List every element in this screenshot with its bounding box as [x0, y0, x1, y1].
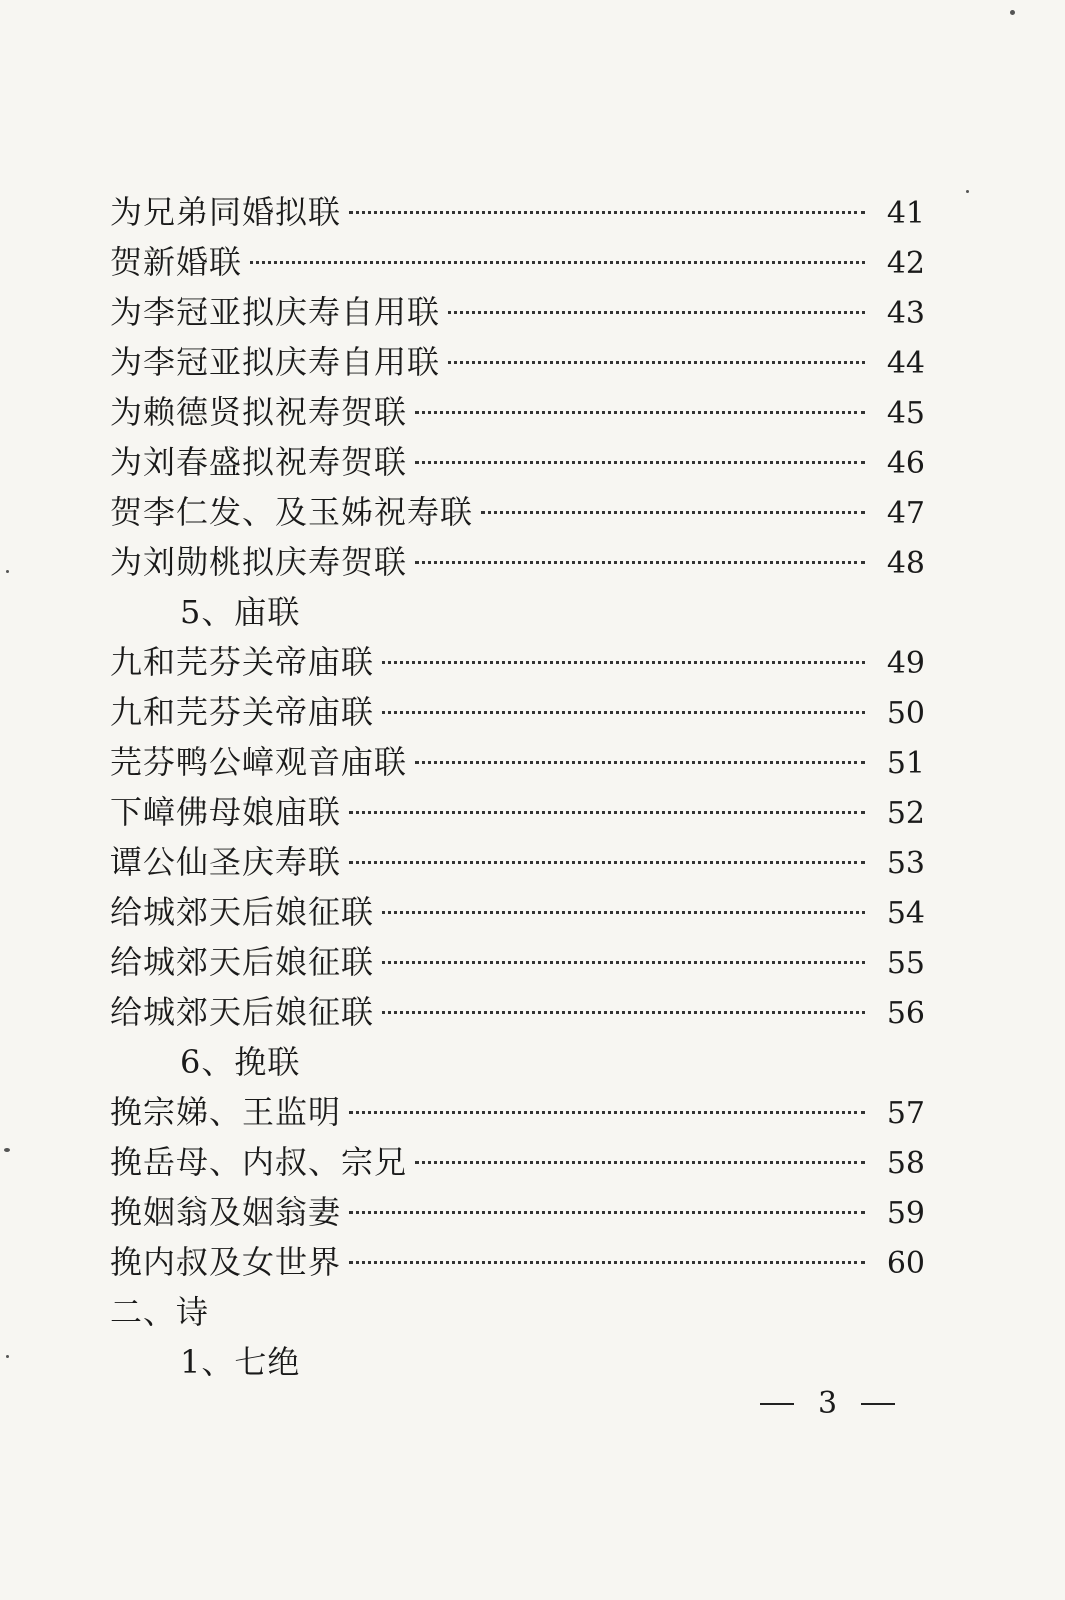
scan-speck — [6, 1355, 9, 1358]
toc-entry — [110, 837, 925, 887]
dot-leader — [382, 711, 865, 714]
scan-speck — [4, 1148, 10, 1152]
toc-page-number: 54 — [886, 896, 925, 931]
dot-leader — [448, 361, 865, 364]
toc-page-number: 48 — [886, 546, 925, 581]
toc-title: 5、庙联 — [180, 593, 301, 631]
toc-title: 为兄弟同婚拟联 — [110, 193, 342, 231]
toc-page-number: 52 — [886, 796, 925, 831]
toc-page-number: 57 — [886, 1096, 925, 1131]
toc-title: 挽岳母、内叔、宗兄 — [110, 1143, 408, 1181]
footer-dash-right — [861, 1403, 895, 1405]
toc-entry — [110, 937, 925, 987]
toc-title: 为刘勋桃拟庆寿贺联 — [110, 543, 408, 581]
toc-entry — [110, 387, 925, 437]
toc-page-number: 49 — [886, 646, 925, 681]
dot-leader — [415, 461, 865, 464]
toc-title: 九和芫芬关帝庙联 — [110, 693, 375, 731]
page-number: 3 — [818, 1386, 838, 1421]
toc-page-number: 56 — [886, 996, 925, 1031]
toc-title: 1、七绝 — [180, 1343, 301, 1381]
toc-page-number: 59 — [886, 1196, 925, 1231]
toc-entry — [110, 1237, 925, 1287]
dot-leader — [349, 861, 865, 864]
toc-page-number: 60 — [886, 1246, 925, 1281]
dot-leader — [250, 261, 865, 264]
toc-entry — [110, 1087, 925, 1137]
toc-entry — [110, 537, 925, 587]
table-of-contents — [110, 187, 925, 1387]
scan-speck — [1010, 10, 1015, 15]
toc-entry — [110, 437, 925, 487]
scan-speck — [966, 190, 969, 193]
dot-leader — [349, 1111, 865, 1114]
toc-page-number: 44 — [886, 346, 925, 381]
dot-leader — [349, 1211, 865, 1214]
toc-entry — [110, 987, 925, 1037]
toc-page-number: 53 — [886, 846, 925, 881]
toc-entry — [110, 737, 925, 787]
dot-leader — [448, 311, 865, 314]
toc-page-number: 50 — [886, 696, 925, 731]
toc-page-number: 47 — [886, 496, 925, 531]
toc-entry — [110, 887, 925, 937]
toc-entry — [110, 487, 925, 537]
toc-entry — [110, 787, 925, 837]
dot-leader — [349, 1261, 865, 1264]
toc-title: 为刘春盛拟祝寿贺联 — [110, 443, 408, 481]
dot-leader — [382, 1011, 865, 1014]
toc-page-number: 46 — [886, 446, 925, 481]
toc-title: 挽内叔及女世界 — [110, 1243, 342, 1281]
toc-title: 给城郊天后娘征联 — [110, 993, 375, 1031]
toc-title: 给城郊天后娘征联 — [110, 893, 375, 931]
dot-leader — [349, 211, 865, 214]
toc-page-number: 43 — [886, 296, 925, 331]
toc-entry — [110, 187, 925, 237]
dot-leader — [382, 661, 865, 664]
scan-speck — [6, 570, 9, 573]
toc-page-number: 42 — [886, 246, 925, 281]
toc-title: 给城郊天后娘征联 — [110, 943, 375, 981]
toc-entry — [110, 337, 925, 387]
toc-heading — [110, 1287, 925, 1337]
toc-page-number: 51 — [886, 746, 925, 781]
dot-leader — [349, 811, 865, 814]
toc-title: 谭公仙圣庆寿联 — [110, 843, 342, 881]
dot-leader — [415, 411, 865, 414]
dot-leader — [415, 561, 865, 564]
toc-title: 6、挽联 — [180, 1043, 301, 1081]
dot-leader — [382, 961, 865, 964]
toc-page-number: 58 — [886, 1146, 925, 1181]
toc-entry — [110, 287, 925, 337]
toc-title: 贺新婚联 — [110, 243, 243, 281]
footer-dash-left — [760, 1403, 794, 1405]
toc-subheading — [110, 1337, 925, 1387]
toc-title: 贺李仁发、及玉姊祝寿联 — [110, 493, 474, 531]
toc-entry — [110, 237, 925, 287]
toc-entry — [110, 1187, 925, 1237]
dot-leader — [415, 1161, 865, 1164]
toc-subheading — [110, 587, 925, 637]
toc-title: 芫芬鸭公嶂观音庙联 — [110, 743, 408, 781]
toc-title: 九和芫芬关帝庙联 — [110, 643, 375, 681]
toc-page-number: 55 — [886, 946, 925, 981]
toc-title: 挽宗娣、王监明 — [110, 1093, 342, 1131]
toc-page-number: 45 — [886, 396, 925, 431]
toc-subheading — [110, 1037, 925, 1087]
toc-title: 为李冠亚拟庆寿自用联 — [110, 293, 441, 331]
toc-title: 为李冠亚拟庆寿自用联 — [110, 343, 441, 381]
dot-leader — [382, 911, 865, 914]
toc-title: 二、诗 — [110, 1293, 210, 1331]
toc-entry — [110, 1137, 925, 1187]
toc-title: 挽姻翁及姻翁妻 — [110, 1193, 342, 1231]
toc-title: 为赖德贤拟祝寿贺联 — [110, 393, 408, 431]
toc-title: 下嶂佛母娘庙联 — [110, 793, 342, 831]
toc-page-number: 41 — [886, 196, 925, 231]
page-footer — [760, 1386, 895, 1421]
dot-leader — [415, 761, 865, 764]
toc-entry — [110, 637, 925, 687]
toc-entry — [110, 687, 925, 737]
dot-leader — [481, 511, 865, 514]
